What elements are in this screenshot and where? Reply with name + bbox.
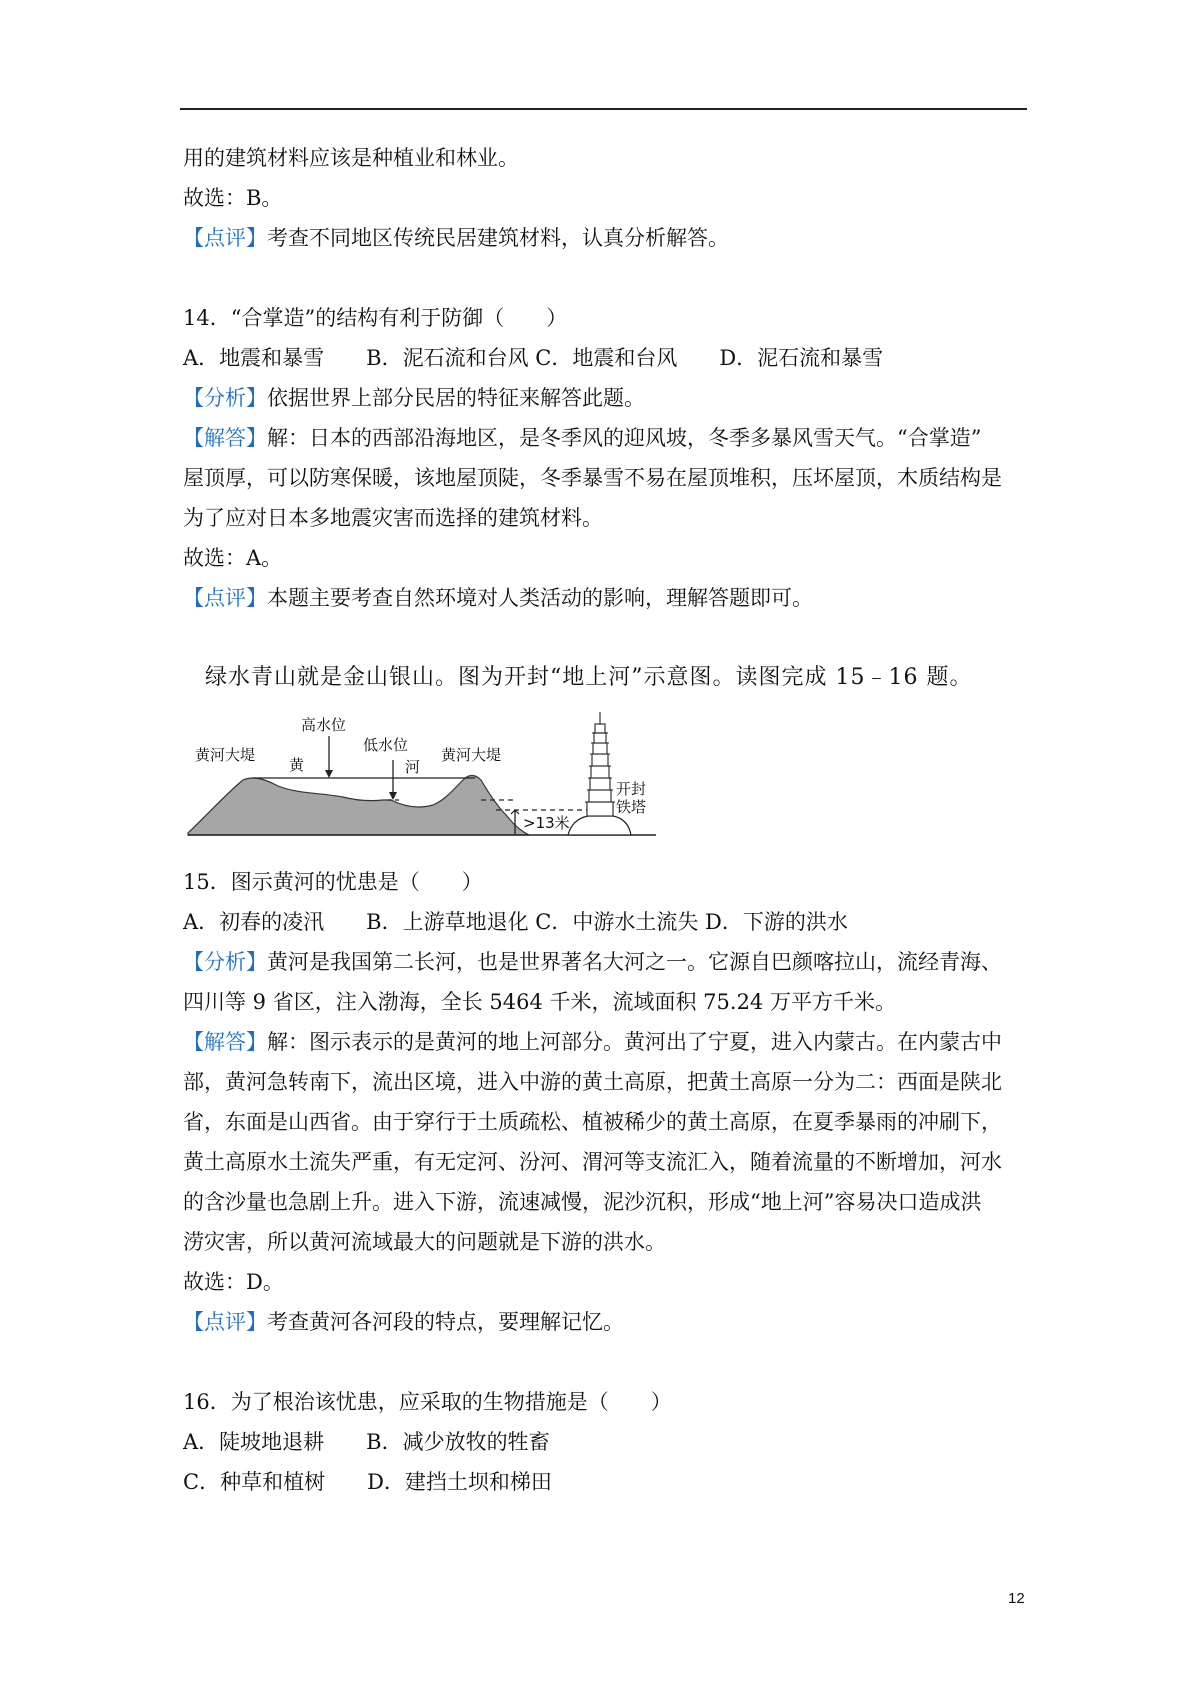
diagram-svg (183, 706, 663, 854)
yellow-river-diagram (183, 706, 1029, 854)
analysis-line (183, 378, 1029, 418)
analysis-line: 四川等 9 省区，注入渤海，全长 5464 千米，流域面积 75.24 万平方千米。 (183, 990, 896, 1014)
header-rule (180, 108, 1027, 110)
question-16-options: C．种草和植树 D．建挡土坝和梯田 (183, 1470, 552, 1494)
tower-base (568, 816, 631, 835)
analysis-text: 依据世界上部分民居的特征来解答此题。 (267, 386, 645, 410)
answer-tag: 【解答】 (183, 1030, 267, 1054)
review-line (183, 578, 1029, 618)
page-number: 12 (1008, 1590, 1025, 1607)
review-line (183, 1302, 1029, 1342)
answer-line (183, 1022, 1029, 1062)
tower-label: 开封 (616, 780, 647, 798)
arrowhead (389, 792, 397, 800)
review-text: 考查黄河各河段的特点，要理解记忆。 (267, 1310, 624, 1334)
analysis-tag: 【分析】 (183, 386, 267, 410)
analysis-line (183, 942, 1029, 982)
choice-line: 故选：D。 (183, 1270, 284, 1294)
answer-text: 解：日本的西部沿海地区，是冬季风的迎风坡，冬季多暴风雪天气。“合掌造” (267, 426, 982, 450)
review-tag: 【点评】 (183, 226, 267, 250)
terrain (188, 776, 529, 836)
answer-tag: 【解答】 (183, 426, 267, 450)
review-text: 考查不同地区传统民居建筑材料，认真分析解答。 (267, 226, 729, 250)
river-char-label: 河 (405, 758, 421, 776)
choice-line: 故选：A。 (183, 546, 283, 570)
tower-label: 铁塔 (616, 798, 647, 816)
answer-line (183, 418, 1029, 458)
question-16-stem: 16．为了根治该忧患，应采取的生物措施是（ ） (183, 1390, 672, 1414)
left-dike-label: 黄河大堤 (195, 746, 256, 764)
iron-pagoda (585, 712, 615, 816)
height-label: >13米 (523, 814, 570, 832)
question-14-options: A．地震和暴雪 B．泥石流和台风 C．地震和台风 D．泥石流和暴雪 (183, 346, 884, 370)
review-line (183, 218, 1029, 258)
review-text: 本题主要考查自然环境对人类活动的影响，理解答题即可。 (267, 586, 813, 610)
analysis-tag: 【分析】 (183, 950, 267, 974)
question-15-stem: 15．图示黄河的忧患是（ ） (183, 870, 483, 894)
answer-line: 涝灾害，所以黄河流域最大的问题就是下游的洪水。 (183, 1230, 666, 1254)
answer-line: 黄土高原水土流失严重，有无定河、汾河、渭河等支流汇入，随着流量的不断增加，河水 (183, 1150, 1002, 1174)
question-14-stem: 14．“合掌造”的结构有利于防御（ ） (183, 306, 568, 330)
answer-line: 的含沙量也急剧上升。进入下游，流速减慢，泥沙沉积，形成“地上河”容易决口造成洪 (183, 1190, 982, 1214)
answer-line: 为了应对日本多地震灾害而选择的建筑材料。 (183, 506, 603, 530)
choice-line: 故选：B。 (183, 186, 283, 210)
river-char-label: 黄 (289, 756, 305, 774)
arrowhead (325, 770, 333, 778)
right-dike-label: 黄河大堤 (441, 746, 502, 764)
analysis-text: 黄河是我国第二长河，也是世界著名大河之一。它源自巴颜喀拉山，流经青海、 (267, 950, 1002, 974)
answer-line: 部，黄河急转南下，流出区境，进入中游的黄土高原，把黄土高原一分为二：西面是陕北 (183, 1070, 1002, 1094)
high-water-label: 高水位 (301, 716, 347, 734)
review-tag: 【点评】 (183, 1310, 267, 1334)
question-15-options: A．初春的凌汛 B．上游草地退化 C．中游水土流失 D．下游的洪水 (183, 910, 848, 934)
question-16-options: A．陡坡地退耕 B．减少放牧的牲畜 (183, 1430, 550, 1454)
review-tag: 【点评】 (183, 586, 267, 610)
page-content (183, 138, 1029, 1502)
answer-line: 屋顶厚，可以防寒保暖，该地屋顶陡，冬季暴雪不易在屋顶堆积，压坏屋顶，木质结构是 (183, 466, 1002, 490)
low-water-label: 低水位 (363, 736, 409, 754)
answer-line: 省，东面是山西省。由于穿行于土质疏松、植被稀少的黄土高原，在夏季暴雨的冲刷下， (183, 1110, 1002, 1134)
text-line: 用的建筑材料应该是种植业和林业。 (183, 146, 519, 170)
answer-text: 解：图示表示的是黄河的地上河部分。黄河出了宁夏，进入内蒙古。在内蒙古中 (267, 1030, 1002, 1054)
figure-intro: 绿水青山就是金山银山。图为开封“地上河”示意图。读图完成 15﹣16 题。 (205, 665, 973, 690)
